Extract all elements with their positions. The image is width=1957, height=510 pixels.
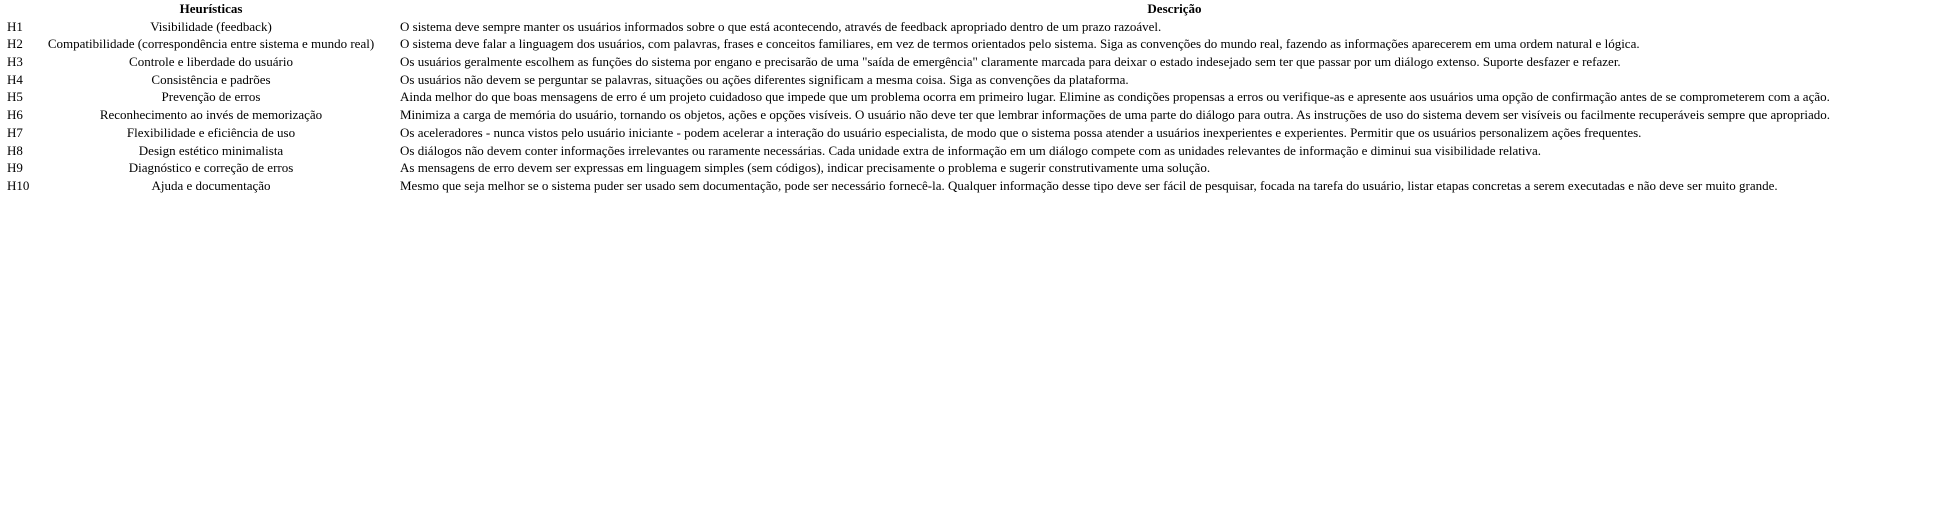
heuristic-name: Ajuda e documentação xyxy=(151,177,271,193)
heuristic-id: H5 xyxy=(7,89,23,105)
heuristic-name: Consistência e padrões xyxy=(151,71,271,87)
heuristics-table xyxy=(0,0,1957,196)
table-header-row xyxy=(0,1,1957,19)
heuristic-id: H6 xyxy=(7,107,23,123)
heuristic-name: Compatibilidade (correspondência entre sistema e mundo real) xyxy=(47,36,375,52)
heuristic-name: Reconhecimento ao invés de memorização xyxy=(99,107,323,123)
heuristic-description: Ainda melhor do que boas mensagens de erro é um projeto cuidadoso que impede que um problema ocorra em primeiro lugar. Elimine as condições propensas a erros ou verifique-as e apresente aos usuários uma opção de confirmação antes de se comprometerem com a ação. xyxy=(400,89,1830,105)
heuristic-description: Os usuários geralmente escolhem as funções do sistema por engano e precisarão de uma "saída de emergência" claramente marcada para deixar o estado indesejado sem ter que passar por um diálogo extenso. Suporte desfazer e refazer. xyxy=(400,54,1621,70)
heuristic-description: Os diálogos não devem conter informações irrelevantes ou raramente necessárias. Cada unidade extra de informação em um diálogo compete com as unidades relevantes de informação e diminui sua visibilidade relativa. xyxy=(400,142,1542,158)
table-row xyxy=(0,143,1957,161)
heuristic-description: O sistema deve falar a linguagem dos usuários, com palavras, frases e conceitos familiares, em vez de termos orientados pelo sistema. Siga as convenções do mundo real, fazendo as informações aparecerem em uma ordem natural e lógica. xyxy=(400,36,1640,52)
heuristic-id: H1 xyxy=(7,18,23,34)
heuristic-id: H10 xyxy=(7,177,30,193)
heuristic-name: Prevenção de erros xyxy=(161,89,261,105)
heuristic-name: Controle e liberdade do usuário xyxy=(129,54,293,70)
heuristic-id: H7 xyxy=(7,124,23,140)
heuristic-id: H8 xyxy=(7,142,23,158)
heuristic-description: Mesmo que seja melhor se o sistema puder ser usado sem documentação, pode ser necessário fornecê-la. Qualquer informação desse tipo deve ser fácil de pesquisar, focada na tarefa do usuário, listar etapas concretas a serem executadas e não deve ser muito grande. xyxy=(400,177,1778,193)
heuristic-description: O sistema deve sempre manter os usuários informados sobre o que está acontecendo, através de feedback apropriado dentro de um prazo razoável. xyxy=(400,18,1162,34)
table-row xyxy=(0,72,1957,90)
heuristic-id: H2 xyxy=(7,36,23,52)
table-row xyxy=(0,160,1957,178)
heuristic-name: Design estético minimalista xyxy=(138,142,284,158)
heuristic-description: Os usuários não devem se perguntar se palavras, situações ou ações diferentes significam a mesma coisa. Siga as convenções da plataforma. xyxy=(400,71,1129,87)
heuristic-description: Os aceleradores - nunca vistos pelo usuário iniciante - podem acelerar a interação do usuário especialista, de modo que o sistema possa atender a usuários inexperientes e experientes. Permitir que os usuários personalizem ações frequentes. xyxy=(400,124,1642,140)
header-heuristics: Heurísticas xyxy=(179,1,243,16)
heuristic-name: Visibilidade (feedback) xyxy=(150,18,272,34)
heuristic-name: Flexibilidade e eficiência de uso xyxy=(126,124,296,140)
header-description: Descrição xyxy=(1147,1,1202,16)
table-row xyxy=(0,54,1957,72)
heuristic-description: Minimiza a carga de memória do usuário, tornando os objetos, ações e opções visíveis. O usuário não deve ter que lembrar informações de uma parte do diálogo para outra. As instruções de uso do sistema devem ser visíveis ou facilmente recuperáveis sempre que apropriado. xyxy=(400,107,1831,123)
table-row xyxy=(0,19,1957,37)
table-row xyxy=(0,107,1957,125)
heuristic-id: H4 xyxy=(7,71,23,87)
table-row xyxy=(0,89,1957,107)
table-row xyxy=(0,178,1957,196)
table-row xyxy=(0,125,1957,143)
heuristic-description: As mensagens de erro devem ser expressas em linguagem simples (sem códigos), indicar precisamente o problema e sugerir construtivamente uma solução. xyxy=(400,160,1211,176)
heuristic-id: H9 xyxy=(7,160,23,176)
heuristic-id: H3 xyxy=(7,54,23,70)
table-body xyxy=(0,19,1957,196)
heuristic-name: Diagnóstico e correção de erros xyxy=(128,160,294,176)
table-row xyxy=(0,36,1957,54)
